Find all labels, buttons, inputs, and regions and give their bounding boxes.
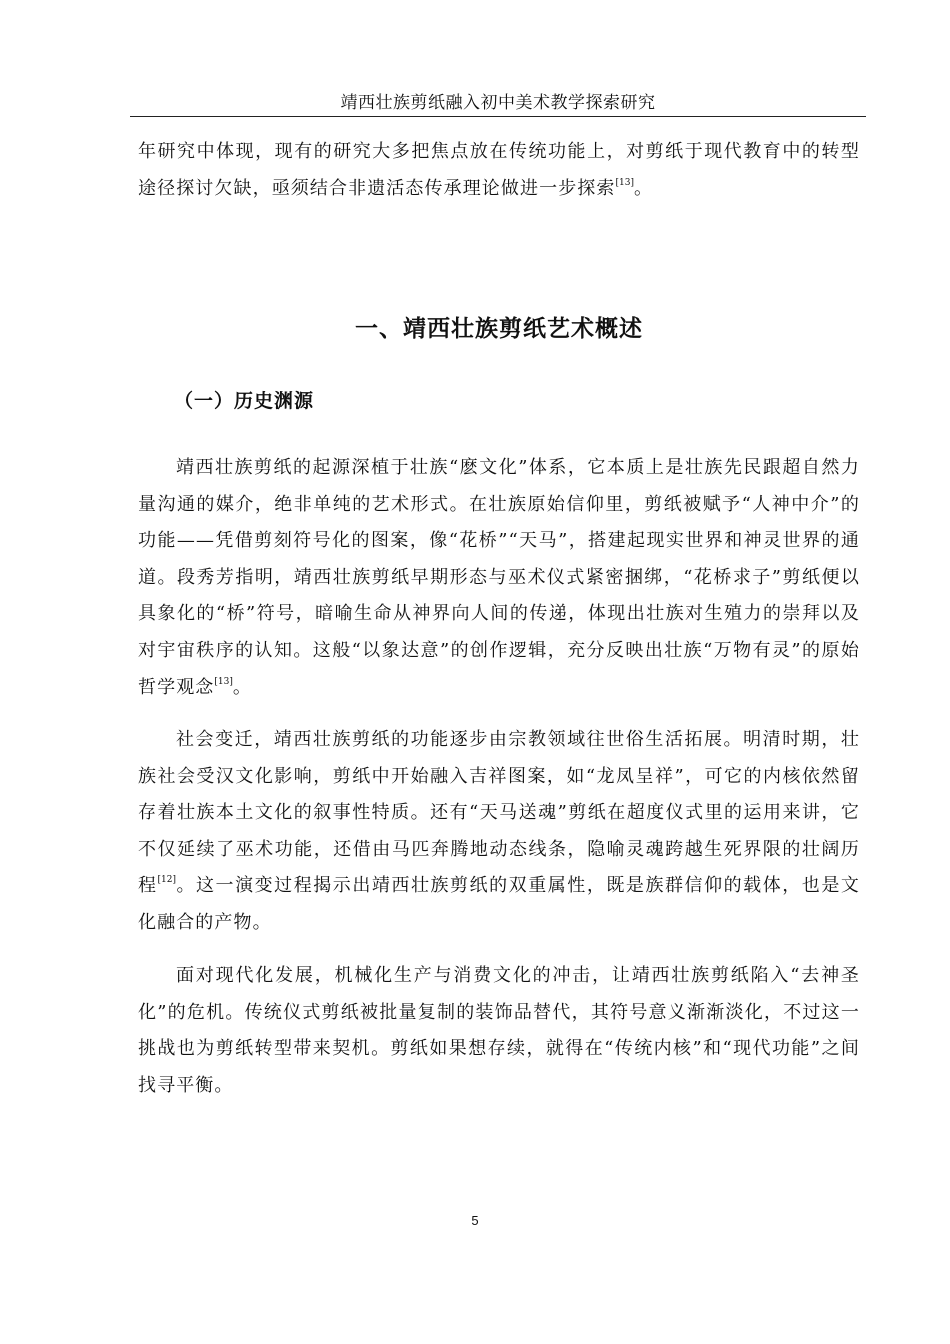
paragraph-text: 靖西壮族剪纸的起源深植于壮族“麽文化”体系，它本质上是壮族先民跟超自然力量沟通的媒介，绝非单纯的艺术形式。在壮族原始信仰里，剪纸被赋予“人神中介”的功能——凭借剪刻符号化的图案，像“花桥”“天马”，搭建起现实世界和神灵世界的通道。段秀芳指明，靖西壮族剪纸早期形态与巫术仪式紧密捆绑，“花桥求子”剪纸便以具象化的“桥”符号，暗喻生命从神界向人间的传递，体现出壮族对生殖力的崇拜以及对宇宙秩序的认知。这般“以象达意”的创作逻辑，充分反映出壮族“万物有灵”的原始哲学观念: [138, 457, 860, 698]
citation-marker: [13]: [214, 676, 233, 687]
citation-marker: [13]: [615, 177, 634, 188]
paragraph-end: 。: [232, 676, 252, 698]
citation-marker: [12]: [157, 875, 177, 886]
body-paragraph-2: [138, 722, 860, 942]
chapter-title: 一、靖西壮族剪纸艺术概述: [355, 316, 643, 342]
paragraph-text: 面对现代化发展，机械化生产与消费文化的冲击，让靖西壮族剪纸陷入“去神圣化”的危机。传统仪式剪纸被批量复制的装饰品替代，其符号意义渐渐淡化，不过这一挑战也为剪纸转型带来契机。剪纸如果想存续，就得在“传统内核”和“现代功能”之间找寻平衡。: [138, 965, 860, 1096]
header-rule: [130, 116, 866, 117]
page-number: 5: [471, 1213, 479, 1228]
body-paragraph-1: [138, 450, 860, 706]
paragraph-text: 年研究中体现，现有的研究大多把焦点放在传统功能上，对剪纸于现代教育中的转型途径探讨欠缺，亟须结合非遗活态传承理论做进一步探索: [138, 141, 860, 199]
paragraph-text: 社会变迁，靖西壮族剪纸的功能逐步由宗教领域往世俗生活拓展。明清时期，壮族社会受汉文化影响，剪纸中开始融入吉祥图案，如“龙凤呈祥”，可它的内核依然留存着壮族本土文化的叙事性特质。还有“天马送魂”剪纸在超度仪式里的运用来讲，它不仅延续了巫术功能，还借由马匹奔腾地动态线条，隐喻灵魂跨越生死界限的壮阔历程: [138, 729, 860, 897]
continuation-paragraph: [138, 134, 860, 207]
paragraph-end: 。: [633, 177, 654, 199]
section-title: （一）历史渊源: [174, 390, 315, 412]
paragraph-end: 。这一演变过程揭示出靖西壮族剪纸的双重属性，既是族群信仰的载体，也是文化融合的产物。: [138, 875, 860, 933]
body-paragraph-3: [138, 958, 860, 1104]
running-header: 靖西壮族剪纸融入初中美术教学探索研究: [340, 93, 656, 113]
